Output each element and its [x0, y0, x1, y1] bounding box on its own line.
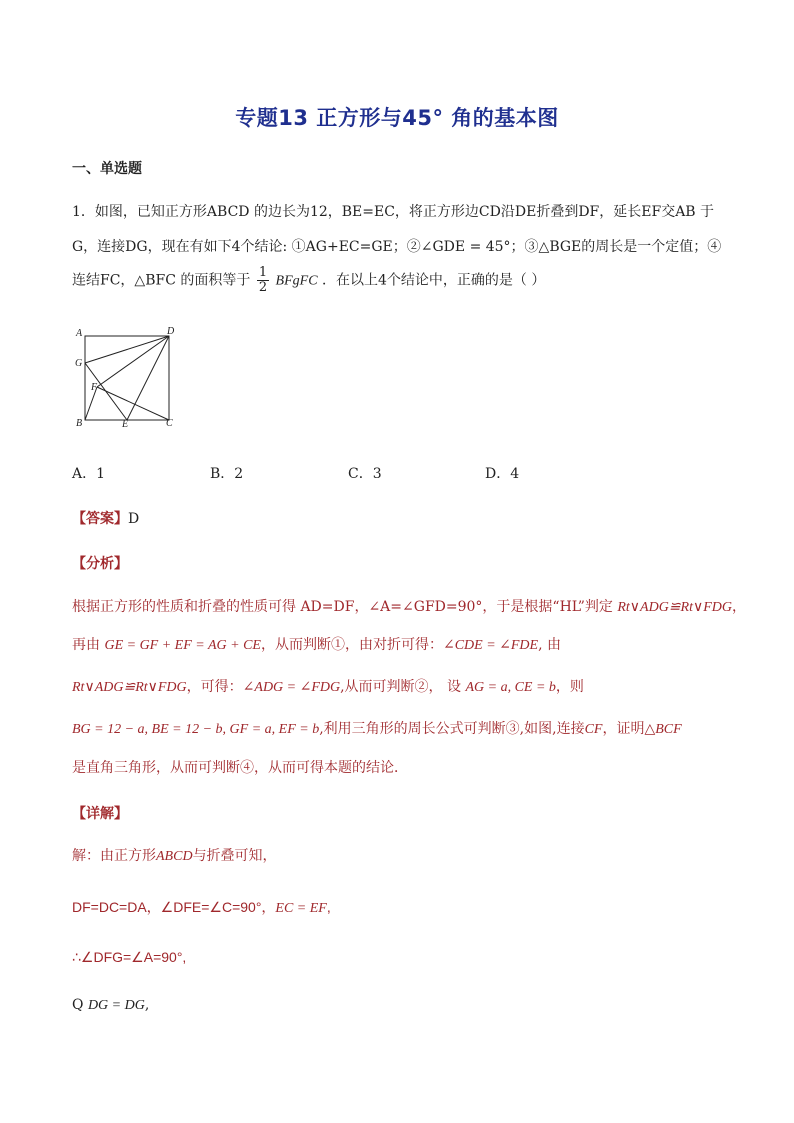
detail-line-4-text: Q [72, 997, 88, 1013]
analysis-line-3-text: ，可得： [186, 679, 243, 695]
page-title: 专题13 正方形与45° 角的基本图 [235, 106, 559, 130]
answer-tag: 【答案】 [72, 511, 128, 527]
analysis-line-4-math-3: BCF [655, 722, 682, 737]
analysis-line-1 [72, 597, 746, 618]
fraction [257, 266, 269, 295]
analysis-line-4 [72, 719, 682, 740]
option-c: C．3 [348, 466, 382, 482]
label-g: G [75, 358, 83, 369]
detail-line-4 [72, 995, 149, 1016]
analysis-line-3-math-2: ∠ADG = ∠FDG [242, 680, 341, 695]
analysis-line-4-text: ,利用三角形的周长公式可判断③,如图,连接 [319, 721, 585, 737]
analysis-line-2-text: 再由 [72, 637, 105, 653]
segment-de [127, 336, 169, 420]
segment-fc [97, 387, 169, 420]
analysis-line-3-end: ，则 [555, 679, 584, 695]
question-line-3-end: ．在以上4个结论中，正确的是（ ） [322, 272, 546, 289]
fraction-denominator: 2 [258, 280, 268, 295]
analysis-line-3-text-2: ,从而可判断②， 设 [340, 679, 466, 695]
analysis-line-1-text: 根据正方形的性质和折叠的性质可得 AD=DF，∠A=∠GFD=90°，于是根据“HL”判定 [72, 599, 618, 615]
section-heading: 一、单选题 [72, 161, 142, 177]
label-d: D [167, 326, 175, 337]
label-c: C [166, 418, 173, 429]
option-a: A．1 [72, 466, 106, 482]
analysis-line-4-math: BG = 12 − a, BE = 12 − b, GF = a, EF = b [72, 722, 320, 737]
label-a: A [76, 328, 83, 339]
analysis-line-3-math: Rt∨ADG≌Rt∨FDG [72, 680, 187, 695]
analysis-line-1-end: ， [732, 599, 746, 615]
segment-dg [85, 336, 169, 363]
detail-line-2-end: , [326, 899, 331, 915]
answer-value: D [128, 511, 140, 527]
detail-line-1-text: 解：由正方形 [72, 848, 156, 864]
fraction-numerator: 1 [258, 265, 268, 280]
option-b: B．2 [210, 466, 244, 482]
analysis-line-5: 是直角三角形，从而可判断④，从而可得本题的结论． [72, 760, 408, 776]
analysis-line-1-math: Rt∨ADG≌Rt∨FDG [617, 600, 732, 615]
analysis-tag: 【分析】 [72, 556, 128, 572]
analysis-line-2-text-2: ，从而判断①，由对折可得： [260, 637, 443, 653]
detail-line-2 [72, 897, 331, 919]
detail-line-3: ∴∠DFG=∠A=90°, [72, 949, 187, 965]
geometry-figure [70, 322, 182, 432]
analysis-line-4-math-2: CF [584, 722, 603, 737]
label-f: F [91, 382, 98, 393]
detail-tag: 【详解】 [72, 806, 128, 822]
analysis-line-3-math-3: AG = a, CE = b [465, 680, 556, 695]
label-e: E [122, 419, 129, 430]
detail-line-1 [72, 846, 277, 867]
label-b: B [76, 418, 83, 429]
square-abcd [85, 336, 169, 420]
question-line-3-math: BFgFC [275, 273, 318, 289]
segment-df [97, 336, 169, 387]
answer-line [72, 508, 139, 529]
detail-line-1-end: 与折叠可知， [192, 848, 277, 864]
question-line-1: 1．如图，已知正方形ABCD 的边长为12，BE=EC，将正方形边CD沿DE折叠到DF，延长EF交AB 于 [72, 204, 715, 220]
analysis-line-3 [72, 677, 584, 698]
question-line-2: G，连接DG，现在有如下4个结论: ①AG+EC=GE；②∠GDE = 45°；③△BGE的周长是一个定值；④ [72, 239, 722, 255]
option-d: D．4 [485, 466, 520, 482]
detail-line-2-math: EC = EF [275, 901, 327, 916]
detail-line-4-end: , [144, 997, 150, 1013]
detail-line-1-math: ABCD [156, 849, 193, 864]
analysis-line-2-math: GE = GF + EF = AG + CE [104, 638, 261, 653]
analysis-line-2-end: , 由 [538, 637, 561, 653]
question-line-3-text: 连结FC，△BFC 的面积等于 [72, 272, 251, 289]
analysis-line-2 [72, 635, 561, 656]
detail-line-4-math: DG = DG [87, 998, 145, 1013]
detail-line-2-text: DF=DC=DA，∠DFE=∠C=90°， [72, 899, 276, 915]
analysis-line-4-text-2: ，证明△ [602, 721, 656, 737]
question-line-3 [72, 266, 545, 295]
analysis-line-2-math-2: ∠CDE = ∠FDE [442, 638, 539, 653]
